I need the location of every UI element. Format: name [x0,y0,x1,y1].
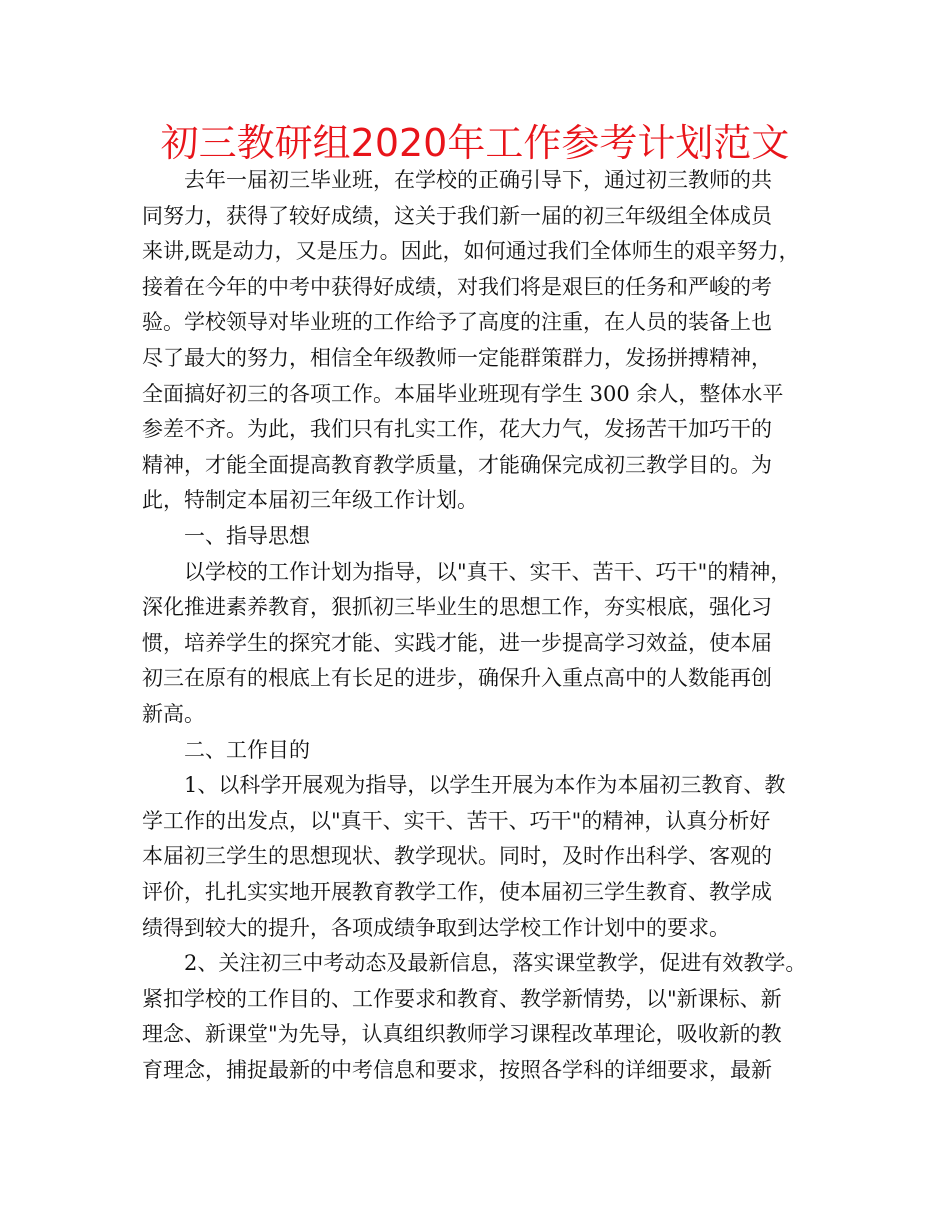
body-line: 学工作的出发点，以"真干、实干、苦干、巧干"的精神，认真分析好 [142,808,771,833]
body-line: 此，特制定本届初三年级工作计划。 [142,488,478,513]
body-line: 紧扣学校的工作目的、工作要求和教育、教学新情势，以"新课标、新 [142,986,782,1011]
body-line: 绩得到较大的提升，各项成绩争取到达学校工作计划中的要求。 [142,915,730,940]
body-line: 深化推进素养教育，狠抓初三毕业生的思想工作，夯实根底，强化习 [142,595,772,620]
body-line: 以学校的工作计划为指导，以"真干、实干、苦干、巧干"的精神， [142,559,792,584]
body-line: 1、以科学开展观为指导，以学生开展为本作为本届初三教育、教 [142,773,786,798]
body-line: 参差不齐。为此，我们只有扎实工作，花大力气，发扬苦干加巧干的 [142,417,772,442]
body-line: 2、关注初三中考动态及最新信息，落实课堂教学，促进有效教学。 [142,951,807,976]
body-line: 全面搞好初三的各项工作。本届毕业班现有学生 300 余人，整体水平 [142,381,784,406]
body-line: 新高。 [142,702,205,726]
body-line: 评价，扎扎实实地开展教育教学工作，使本届初三学生教育、教学成 [142,880,772,904]
body-line: 初三在原有的根底上有长足的进步，确保升入重点高中的人数能再创 [142,666,772,691]
body-line: 来讲,既是动力，又是压力。因此，如何通过我们全体师生的艰辛努力， [142,239,800,264]
body-line: 二、工作目的 [142,737,310,762]
body-line: 同努力，获得了较好成绩，这关于我们新一届的初三年级组全体成员 [142,203,772,228]
body-line: 一、指导思想 [142,524,310,548]
body-line: 惯，培养学生的探究才能、实践才能，进一步提高学习效益，使本届 [142,630,772,655]
document-title: 初三教研组2020年工作参考计划范文 [160,121,790,165]
body-line: 尽了最大的努力，相信全年级教师一定能群策群力，发扬拼搏精神， [142,346,772,370]
body-line: 育理念，捕捉最新的中考信息和要求，按照各学科的详细要求，最新 [142,1058,772,1082]
body-line: 本届初三学生的思想现状、教学现状。同时，及时作出科学、客观的 [142,844,772,869]
body-line: 去年一届初三毕业班，在学校的正确引导下，通过初三教师的共 [142,168,772,192]
body-line: 验。学校领导对毕业班的工作给予了高度的注重，在人员的装备上也 [142,310,772,335]
body-line: 精神，才能全面提高教育教学质量，才能确保完成初三教学目的。为 [142,452,772,477]
body-line: 理念、新课堂"为先导，认真组织教师学习课程改革理论，吸收新的教 [142,1022,782,1047]
body-line: 接着在今年的中考中获得好成绩，对我们将是艰巨的任务和严峻的考 [142,274,772,299]
